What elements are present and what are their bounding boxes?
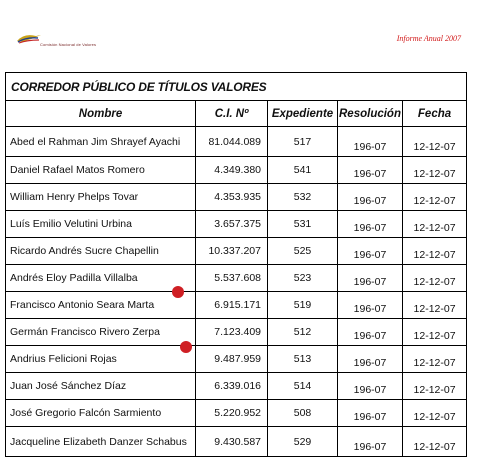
- cell-fecha: 12-12-07: [403, 211, 467, 238]
- cell-ci: 81.044.089: [196, 127, 268, 157]
- cell-nombre: Daniel Rafael Matos Romero: [6, 157, 196, 184]
- table-title: CORREDOR PÚBLICO DE TÍTULOS VALORES: [6, 73, 467, 101]
- cell-fecha: 12-12-07: [403, 319, 467, 346]
- cell-fecha: 12-12-07: [403, 346, 467, 373]
- cell-nombre: Andrés Eloy Padilla Villalba: [6, 265, 196, 292]
- cell-fecha: 12-12-07: [403, 400, 467, 427]
- cell-fecha: 12-12-07: [403, 127, 467, 157]
- cell-ci: 7.123.409: [196, 319, 268, 346]
- cell-res: 196-07: [338, 346, 403, 373]
- cell-nombre: Ricardo Andrés Sucre Chapellin: [6, 238, 196, 265]
- cell-fecha: 12-12-07: [403, 427, 467, 457]
- cell-nombre: Juan José Sánchez Díaz: [6, 373, 196, 400]
- col-header-ci: C.I. Nº: [196, 101, 268, 127]
- table-row: [6, 400, 467, 427]
- cell-res: 196-07: [338, 211, 403, 238]
- cell-res: 196-07: [338, 127, 403, 157]
- table-row: [6, 127, 467, 157]
- cell-ci: 3.657.375: [196, 211, 268, 238]
- table-row: [6, 373, 467, 400]
- cell-res: 196-07: [338, 157, 403, 184]
- cell-exp: 529: [268, 427, 338, 457]
- cell-res: 196-07: [338, 400, 403, 427]
- cell-nombre: Jacqueline Elizabeth Danzer Schabus: [6, 427, 196, 457]
- cell-ci: 9.430.587: [196, 427, 268, 457]
- cell-res: 196-07: [338, 265, 403, 292]
- cell-res: 196-07: [338, 238, 403, 265]
- cell-ci: 4.349.380: [196, 157, 268, 184]
- cell-exp: 512: [268, 319, 338, 346]
- cell-exp: 514: [268, 373, 338, 400]
- report-label: Informe Anual 2007: [396, 34, 461, 43]
- cell-res: 196-07: [338, 319, 403, 346]
- cell-exp: 523: [268, 265, 338, 292]
- annotation-dot: [172, 286, 184, 298]
- col-header-expediente: Expediente: [268, 101, 338, 127]
- cell-exp: 531: [268, 211, 338, 238]
- cell-fecha: 12-12-07: [403, 373, 467, 400]
- table-row: [6, 346, 467, 373]
- col-header-fecha: Fecha: [403, 101, 467, 127]
- cell-nombre: Germán Francisco Rivero Zerpa: [6, 319, 196, 346]
- col-header-resolucion: Resolución: [338, 101, 403, 127]
- table-row: [6, 184, 467, 211]
- cell-exp: 517: [268, 127, 338, 157]
- logo-text: Comisión Nacional de Valores: [40, 42, 97, 47]
- table-row: [6, 211, 467, 238]
- cell-fecha: 12-12-07: [403, 265, 467, 292]
- cell-ci: 6.915.171: [196, 292, 268, 319]
- cell-fecha: 12-12-07: [403, 157, 467, 184]
- cnv-logo: [16, 32, 106, 50]
- cell-ci: 5.537.608: [196, 265, 268, 292]
- cell-ci: 4.353.935: [196, 184, 268, 211]
- cell-nombre: Abed el Rahman Jim Shrayef Ayachi: [6, 127, 196, 157]
- cell-ci: 9.487.959: [196, 346, 268, 373]
- table-row: [6, 265, 467, 292]
- cell-nombre: William Henry Phelps Tovar: [6, 184, 196, 211]
- table-row: [6, 157, 467, 184]
- cell-exp: 519: [268, 292, 338, 319]
- cell-nombre: José Gregorio Falcón Sarmiento: [6, 400, 196, 427]
- cell-fecha: 12-12-07: [403, 184, 467, 211]
- cell-exp: 541: [268, 157, 338, 184]
- table-row: [6, 427, 467, 457]
- table-row: [6, 319, 467, 346]
- col-header-nombre: Nombre: [6, 101, 196, 127]
- cell-exp: 525: [268, 238, 338, 265]
- cell-ci: 5.220.952: [196, 400, 268, 427]
- cell-exp: 513: [268, 346, 338, 373]
- cnv-logo-mark: [16, 32, 42, 44]
- corredores-table: [5, 72, 467, 457]
- cell-exp: 508: [268, 400, 338, 427]
- cell-exp: 532: [268, 184, 338, 211]
- cell-res: 196-07: [338, 184, 403, 211]
- cell-fecha: 12-12-07: [403, 238, 467, 265]
- cell-res: 196-07: [338, 373, 403, 400]
- annotation-dot: [180, 341, 192, 353]
- table-row: [6, 292, 467, 319]
- cell-nombre: Luís Emilio Velutini Urbina: [6, 211, 196, 238]
- header-row: [6, 101, 467, 127]
- cell-fecha: 12-12-07: [403, 292, 467, 319]
- cell-nombre: Francisco Antonio Seara Marta: [6, 292, 196, 319]
- cell-res: 196-07: [338, 427, 403, 457]
- cell-res: 196-07: [338, 292, 403, 319]
- cell-ci: 6.339.016: [196, 373, 268, 400]
- table-row: [6, 238, 467, 265]
- cell-nombre: Andrius Felicioni Rojas: [6, 346, 196, 373]
- cell-ci: 10.337.207: [196, 238, 268, 265]
